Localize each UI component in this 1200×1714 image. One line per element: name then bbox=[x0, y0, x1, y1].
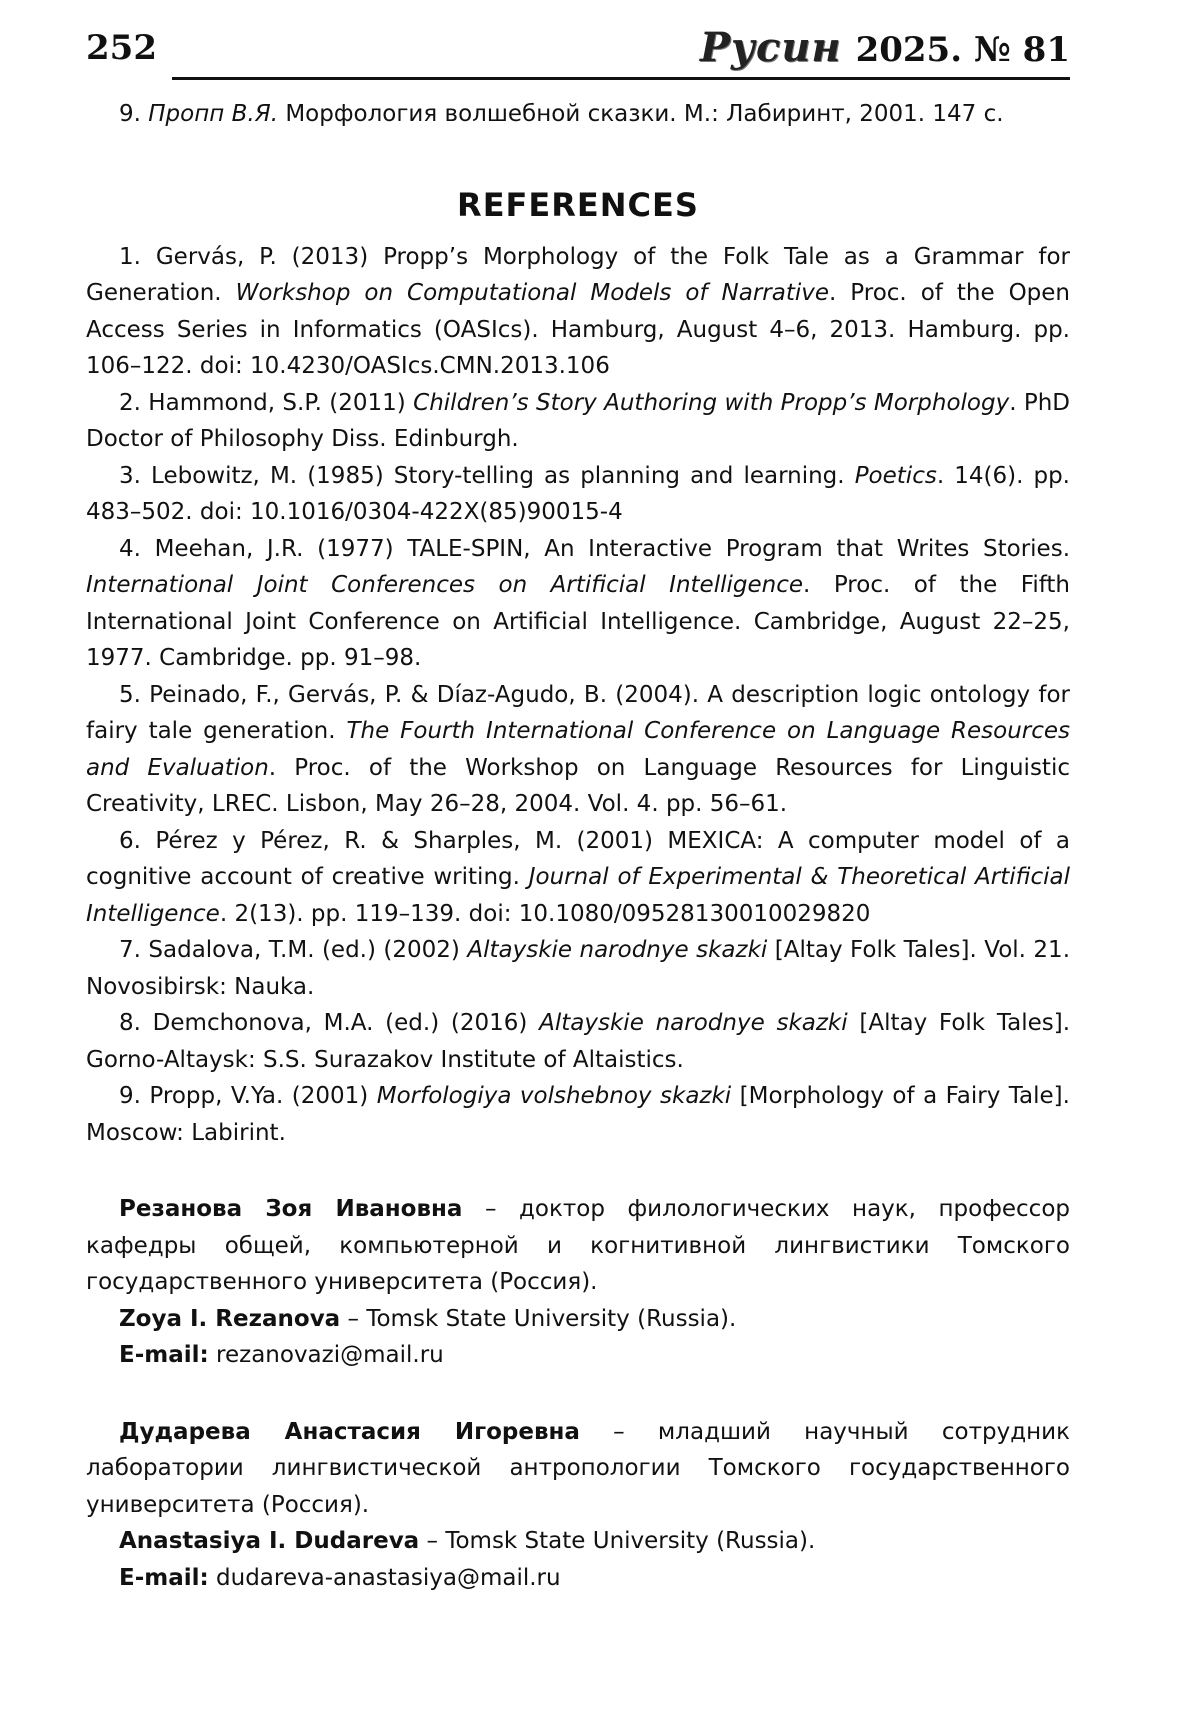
section-spacer bbox=[86, 1151, 1070, 1191]
ru-reference-item bbox=[86, 96, 1070, 133]
ref-text: 8. Demchonova, M.A. (ed.) (2016) bbox=[119, 1010, 528, 1036]
ref-italic: Poetics bbox=[854, 462, 937, 489]
reference-item-9 bbox=[86, 1078, 1070, 1151]
ref-text: . Proc. of the Workshop on Language Resources for Linguistic Creativity, LREC. Lisbon, May 26–28, 2004. Vol. 4. pp. 56–61. bbox=[86, 754, 1070, 817]
ru-ref-num: 9. bbox=[119, 101, 141, 127]
ref-text: 9. Propp, V.Ya. (2001) bbox=[119, 1083, 369, 1109]
ref-text: . Proc. of the Open Access Series in Informatics (OASIcs). Hamburg, August 4–6, 2013. Hamburg. pp. 106–122. doi: 10.4230/OASIcs.CMN.2013.106 bbox=[86, 280, 1070, 379]
author-desc-en: – Tomsk State University (Russia). bbox=[419, 1528, 816, 1554]
ref-text: 2. Hammond, S.P. (2011) bbox=[119, 389, 406, 416]
ref-text: . 2(13). pp. 119–139. doi: 10.1080/09528130010029820 bbox=[219, 900, 871, 927]
reference-item-8 bbox=[86, 1005, 1070, 1078]
ru-ref-text: Морфология волшебной сказки. М.: Лабиринт, 2001. 147 с. bbox=[285, 101, 1004, 127]
author-ru bbox=[86, 1191, 1070, 1301]
email-label: E-mail: bbox=[119, 1564, 209, 1591]
ref-text: 7. Sadalova, T.M. (ed.) (2002) bbox=[119, 937, 460, 963]
author-en bbox=[86, 1301, 1070, 1338]
author-block-2 bbox=[86, 1414, 1070, 1597]
reference-item-2 bbox=[86, 385, 1070, 458]
author-ru bbox=[86, 1414, 1070, 1524]
email-address[interactable]: dudareva-anastasiya@mail.ru bbox=[208, 1564, 561, 1591]
ref-text: [Morphology of a Fairy Tale]. Moscow: Labirint. bbox=[86, 1083, 1070, 1146]
journal-logo: Русин bbox=[699, 24, 842, 71]
journal-issue: 2025. № 81 bbox=[855, 30, 1070, 70]
ref-text: [Altay Folk Tales]. Gorno-Altaysk: S.S. Surazakov Institute of Altaistics. bbox=[86, 1010, 1071, 1073]
page-header bbox=[86, 26, 1070, 78]
author-en bbox=[86, 1523, 1070, 1560]
ref-text: 3. Lebowitz, M. (1985) Story-telling as planning and learning. bbox=[119, 462, 845, 489]
ru-ref-author: Пропп В.Я. bbox=[148, 101, 278, 127]
author-desc-en: – Tomsk State University (Russia). bbox=[340, 1305, 737, 1332]
author-desc-ru: – доктор филологических наук, профессор кафедры общей, компьютерной и когнитивной лингвистики Томского государственного университета (Россия). bbox=[86, 1196, 1070, 1295]
author-email bbox=[86, 1560, 1070, 1597]
author-name-en: Anastasiya I. Dudareva bbox=[119, 1528, 420, 1554]
reference-item-6 bbox=[86, 823, 1070, 933]
ref-text: 6. Pérez y Pérez, R. & Sharples, M. (2001) MEXICA: A computer model of a cognitive account of creative writing. bbox=[86, 827, 1070, 890]
author-email bbox=[86, 1337, 1070, 1374]
reference-item-4 bbox=[86, 531, 1070, 677]
email-label: E-mail: bbox=[119, 1342, 209, 1368]
email-address[interactable]: rezanovazi@mail.ru bbox=[208, 1342, 444, 1368]
page-content bbox=[86, 96, 1070, 1596]
ref-italic: Children’s Story Authoring with Propp’s Morphology bbox=[413, 389, 1010, 416]
ref-text: . 14(6). pp. 483–502. doi: 10.1016/0304-422X(85)90015-4 bbox=[86, 462, 1070, 525]
journal-title bbox=[700, 26, 1070, 72]
reference-item-7 bbox=[86, 932, 1070, 1005]
author-name-en: Zoya I. Rezanova bbox=[119, 1305, 341, 1332]
ref-italic: Altayskie narodnye skazki bbox=[467, 937, 768, 963]
author-desc-ru: – младший научный сотрудник лаборатории лингвистической антропологии Томского государственного университета (Россия). bbox=[86, 1418, 1070, 1518]
ref-text: . PhD Doctor of Philosophy Diss. Edinburgh. bbox=[86, 389, 1071, 452]
ref-italic: Workshop on Computational Models of Narrative bbox=[235, 280, 829, 306]
ref-text: 5. Peinado, F., Gervás, P. & Díaz-Agudo, B. (2004). A description logic ontology for fairy tale generation. bbox=[86, 681, 1070, 744]
reference-item-3 bbox=[86, 458, 1070, 531]
ref-italic: The Fourth International Conference on Language Resources and Evaluation bbox=[86, 718, 1071, 781]
section-spacer bbox=[86, 1374, 1070, 1414]
ref-italic: Altayskie narodnye skazki bbox=[539, 1010, 848, 1036]
references-heading: REFERENCES bbox=[457, 185, 699, 224]
author-name-ru: Резанова Зоя Ивановна bbox=[119, 1196, 463, 1222]
reference-item-5 bbox=[86, 677, 1070, 823]
ref-text: [Altay Folk Tales]. Vol. 21. Novosibirsk: Nauka. bbox=[86, 937, 1071, 1000]
header-rule bbox=[172, 77, 1070, 80]
ref-italic: Morfologiya volshebnoy skazki bbox=[376, 1083, 732, 1109]
ref-italic: Journal of Experimental & Theoretical Artificial Intelligence bbox=[86, 864, 1071, 927]
ref-text: 1. Gervás, P. (2013) Propp’s Morphology of the Folk Tale as a Grammar for Generation. bbox=[86, 243, 1070, 306]
reference-item-1 bbox=[86, 239, 1070, 385]
ref-italic: International Joint Conferences on Artificial Intelligence bbox=[86, 572, 804, 598]
author-name-ru: Дударева Анастасия Игоревна bbox=[119, 1418, 580, 1445]
author-block-1 bbox=[86, 1191, 1070, 1374]
page-number: 252 bbox=[86, 28, 157, 68]
ref-text: 4. Meehan, J.R. (1977) TALE-SPIN, An Interactive Program that Writes Stories. bbox=[119, 535, 1070, 562]
ref-text: . Proc. of the Fifth International Joint Conference on Artificial Intelligence. Cambridge, August 22–25, 1977. Cambridge. pp. 91–98. bbox=[86, 572, 1070, 671]
